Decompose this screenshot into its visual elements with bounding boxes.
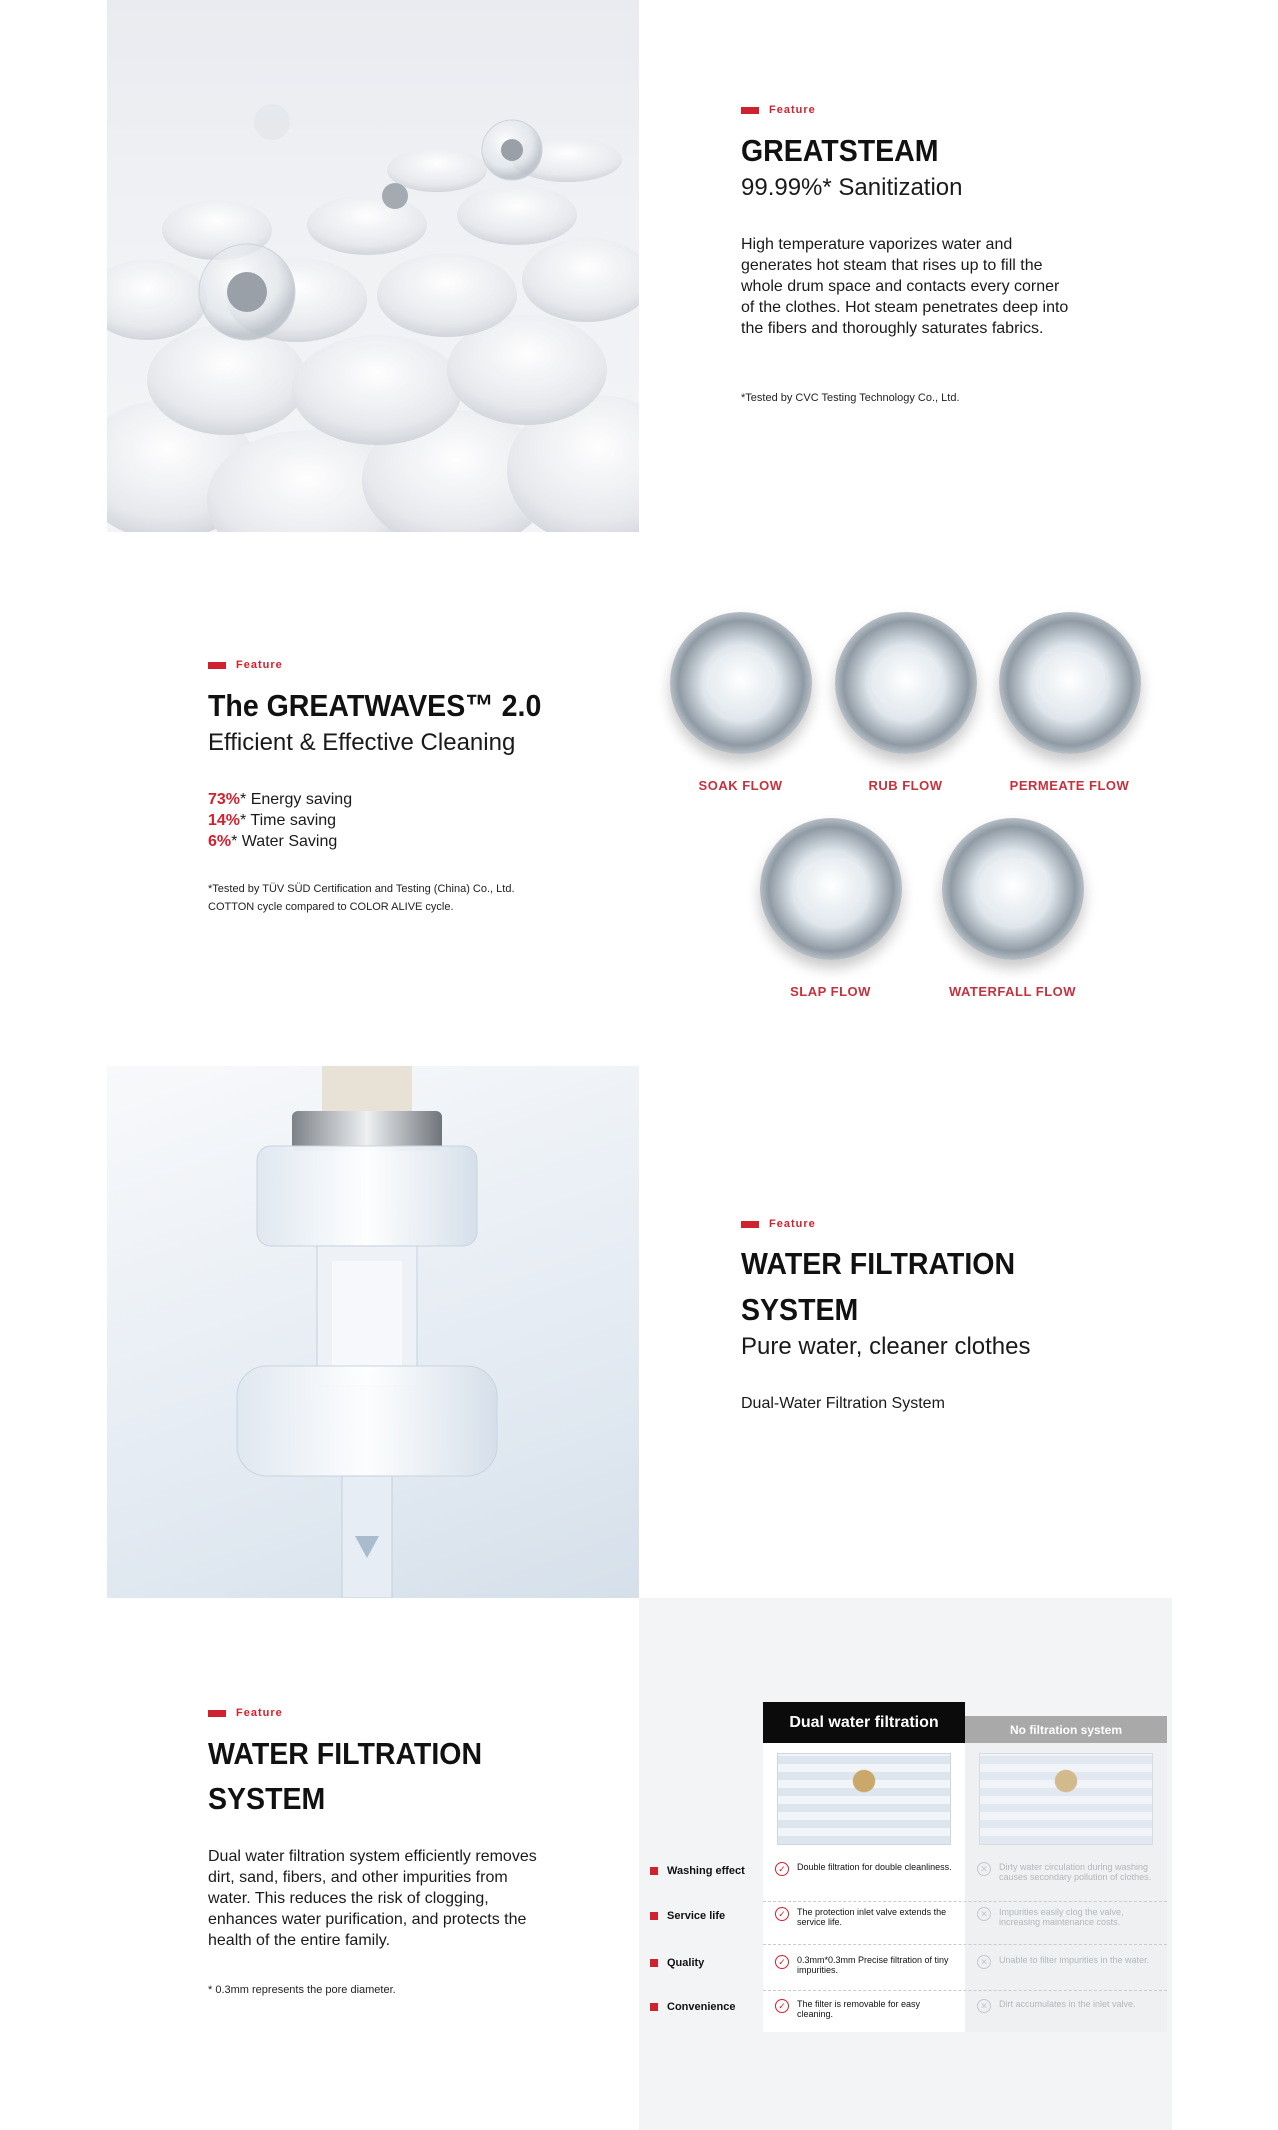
row-label-washing-effect bbox=[650, 1865, 745, 1877]
row-label-service-life bbox=[650, 1910, 725, 1922]
cross-icon: ✕ bbox=[977, 1999, 991, 2013]
none-cell bbox=[977, 1955, 1157, 1969]
flow-label: PERMEATE FLOW bbox=[1009, 778, 1130, 793]
tag-label: Feature bbox=[236, 1707, 283, 1719]
row-divider bbox=[763, 1990, 1167, 1991]
filtration2-title-line2: SYSTEM bbox=[208, 1781, 326, 1816]
cross-icon: ✕ bbox=[977, 1907, 991, 1921]
dual-cell bbox=[775, 1907, 955, 1927]
row-label-text: Service life bbox=[667, 1910, 726, 1922]
drum-image bbox=[760, 818, 902, 960]
greatwaves-footnote-1: *Tested by TÜV SÜD Certification and Testing (China) Co., Ltd. bbox=[208, 883, 515, 895]
cell-text: 0.3mm*0.3mm Precise filtration of tiny impurities. bbox=[797, 1955, 949, 1975]
stat-time bbox=[208, 810, 336, 831]
row-label-text: Washing effect bbox=[667, 1865, 745, 1877]
drum-image bbox=[835, 612, 977, 754]
flow-waterfall bbox=[940, 818, 1085, 999]
filtration2-footnote: * 0.3mm represents the pore diameter. bbox=[208, 1984, 396, 1996]
dual-filtration-header: Dual water filtration bbox=[763, 1702, 965, 1743]
tag-label: Feature bbox=[769, 104, 816, 116]
filtration-title-line1: WATER FILTRATION bbox=[741, 1246, 1016, 1281]
cell-text: Dirt accumulates in the inlet valve. bbox=[999, 1999, 1136, 2009]
greatsteam-description: High temperature vaporizes water and generates hot steam that rises up to fill the whole drum space and contacts every corner of the clothes. Hot steam penetrates deep into the fibers and thoroughly saturates fabrics. bbox=[741, 236, 1069, 337]
row-label-text: Convenience bbox=[667, 2001, 736, 2013]
feature-tag bbox=[208, 1707, 283, 1719]
filter-image bbox=[107, 1066, 639, 1598]
greatwaves-subtitle: Efficient & Effective Cleaning bbox=[208, 729, 516, 756]
none-cell bbox=[977, 1999, 1157, 2013]
cell-text: The protection inlet valve extends the service life. bbox=[797, 1907, 947, 1927]
cell-text: The filter is removable for easy cleaning. bbox=[797, 1999, 921, 2019]
stat-value: 14% bbox=[208, 812, 241, 829]
greatsteam-title: GREATSTEAM bbox=[741, 133, 939, 168]
drum-image bbox=[670, 612, 812, 754]
feature-tag bbox=[208, 659, 283, 671]
filtration2-title-line1: WATER FILTRATION bbox=[208, 1736, 483, 1771]
filtration-subtitle: Pure water, cleaner clothes bbox=[741, 1333, 1031, 1360]
dual-filtration-image bbox=[777, 1753, 951, 1845]
row-divider bbox=[763, 1944, 1167, 1945]
check-icon: ✓ bbox=[775, 1907, 789, 1921]
filtration2-description: Dual water filtration system efficiently removes dirt, sand, fibers, and other impurities from water. This reduces the risk of clogging, enhances water purification, and protects the health of the entire family. bbox=[208, 1848, 537, 1949]
dual-cell bbox=[775, 1955, 955, 1975]
feature-tag bbox=[741, 104, 816, 116]
greatsteam-footnote: *Tested by CVC Testing Technology Co., Ltd. bbox=[741, 392, 960, 404]
cell-text: Double filtration for double cleanliness. bbox=[797, 1862, 952, 1872]
cell-text: Impurities easily clog the valve, increasing maintenance costs. bbox=[999, 1907, 1124, 1927]
row-label-convenience bbox=[650, 2001, 735, 2013]
flow-label: SOAK FLOW bbox=[698, 778, 783, 793]
none-cell bbox=[977, 1862, 1157, 1882]
greatwaves-title: The GREATWAVES™ 2.0 bbox=[208, 688, 542, 723]
filter-illustration bbox=[107, 1066, 639, 1598]
row-marker bbox=[650, 2003, 658, 2011]
flow-label: WATERFALL FLOW bbox=[948, 984, 1077, 999]
greatwaves-footnote-2: COTTON cycle compared to COLOR ALIVE cycle. bbox=[208, 901, 454, 913]
dual-cell bbox=[775, 1862, 955, 1876]
tag-marker bbox=[208, 662, 226, 669]
check-icon: ✓ bbox=[775, 1999, 789, 2013]
check-icon: ✓ bbox=[775, 1862, 789, 1876]
flow-label: RUB FLOW bbox=[868, 778, 943, 793]
greatsteam-subtitle: 99.99%* Sanitization bbox=[741, 174, 963, 201]
no-filtration-header: No filtration system bbox=[965, 1716, 1167, 1743]
stat-value: 73% bbox=[208, 791, 241, 808]
filtration-description: Dual-Water Filtration System bbox=[741, 1395, 945, 1412]
filtration-title-line2: SYSTEM bbox=[741, 1292, 859, 1327]
flow-label: SLAP FLOW bbox=[790, 984, 871, 999]
none-cell bbox=[977, 1907, 1157, 1927]
flow-rub bbox=[833, 612, 978, 793]
row-label-quality bbox=[650, 1957, 704, 1969]
drum-image bbox=[999, 612, 1141, 754]
row-marker bbox=[650, 1912, 658, 1920]
cross-icon: ✕ bbox=[977, 1862, 991, 1876]
cell-text: Dirty water circulation during washing causes secondary pollution of clothes. bbox=[999, 1862, 1152, 1882]
stat-value: 6% bbox=[208, 833, 232, 850]
row-label-text: Quality bbox=[667, 1957, 705, 1969]
drum-image bbox=[942, 818, 1084, 960]
row-divider bbox=[763, 1901, 1167, 1902]
tag-label: Feature bbox=[236, 659, 283, 671]
cell-text: Unable to filter impurities in the water. bbox=[999, 1955, 1150, 1965]
flow-slap bbox=[758, 818, 903, 999]
tag-label: Feature bbox=[769, 1218, 816, 1230]
tag-marker bbox=[741, 107, 759, 114]
flow-permeate bbox=[997, 612, 1142, 793]
check-icon: ✓ bbox=[775, 1955, 789, 1969]
steam-illustration bbox=[107, 0, 639, 532]
dual-cell bbox=[775, 1999, 955, 2019]
feature-tag bbox=[741, 1218, 816, 1230]
stat-label: * Water Saving bbox=[231, 833, 338, 850]
tag-marker bbox=[208, 1710, 226, 1717]
no-filtration-image bbox=[979, 1753, 1153, 1845]
stat-label: * Time saving bbox=[240, 812, 337, 829]
cross-icon: ✕ bbox=[977, 1955, 991, 1969]
steam-image bbox=[107, 0, 639, 532]
stat-label: * Energy saving bbox=[240, 791, 353, 808]
tag-marker bbox=[741, 1221, 759, 1228]
row-marker bbox=[650, 1959, 658, 1967]
flow-soak bbox=[668, 612, 813, 793]
row-marker bbox=[650, 1867, 658, 1875]
stat-energy bbox=[208, 789, 352, 810]
stat-water bbox=[208, 831, 337, 852]
